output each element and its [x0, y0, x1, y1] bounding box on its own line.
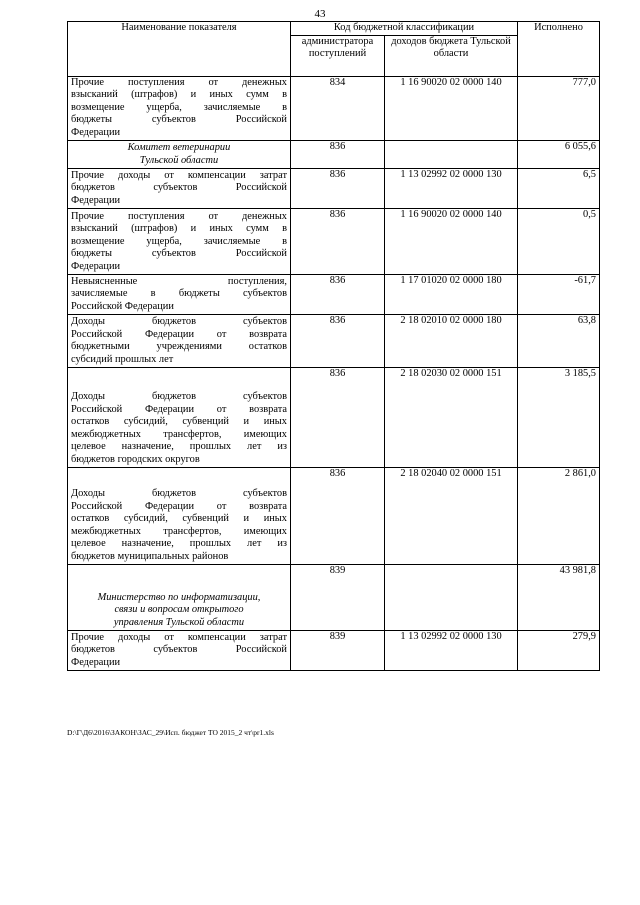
name-line: Федерации [71, 195, 121, 206]
budget-table [67, 21, 600, 671]
admin-code: 836 [291, 314, 385, 367]
amount-value: 43 981,8 [518, 564, 600, 630]
admin-code: 839 [291, 564, 385, 630]
table-header-row [68, 22, 600, 36]
indicator-name [68, 630, 291, 670]
admin-code: 836 [291, 467, 385, 564]
name-line: Тульской области [139, 155, 219, 166]
name-line: связи и вопросам открытого [114, 604, 244, 616]
indicator-name [68, 168, 291, 208]
page-number: 43 [314, 8, 326, 20]
name-line: зачисляемые в бюджеты субъектов [71, 288, 287, 300]
name-line: Прочие доходы от компенсации затрат [71, 169, 287, 181]
admin-code: 836 [291, 140, 385, 168]
admin-code: 834 [291, 76, 385, 140]
name-line: Доходы бюджетов субъектов [71, 391, 287, 403]
name-line: Невыясненные поступления, [71, 275, 287, 287]
name-line: Прочие поступления от денежных [71, 76, 287, 88]
name-line: бюджетными учреждениями остатков [71, 341, 287, 353]
admin-code: 836 [291, 208, 385, 274]
name-line: Министерство по информатизации, [97, 591, 261, 603]
amount-value: 6 055,6 [518, 140, 600, 168]
name-line: бюджетов городских округов [71, 454, 200, 465]
table-row [68, 208, 600, 274]
header-done: Исполнено [518, 22, 600, 77]
name-line: целевое назначение, прошлых лет из [71, 441, 287, 453]
indicator-name [68, 467, 291, 564]
amount-value: 0,5 [518, 208, 600, 274]
table-row [68, 630, 600, 670]
amount-value: 6,5 [518, 168, 600, 208]
indicator-name [68, 274, 291, 314]
income-code: 1 16 90020 02 0000 140 [385, 76, 518, 140]
name-line: Российской Федерации [71, 301, 174, 312]
file-path-footer: D:\Г\Д6\2016\ЗАКОН\ЗАС_29\Исп. бюджет ТО 2015_2 чт\pr1.xls [67, 728, 274, 737]
name-line: Российской Федерации от возврата [71, 403, 287, 415]
table-row [68, 274, 600, 314]
amount-value: 3 185,5 [518, 367, 600, 467]
name-line: Доходы бюджетов субъектов [71, 488, 287, 500]
amount-value: -61,7 [518, 274, 600, 314]
name-line: возмещение ущерба, зачисляемые в [71, 235, 287, 247]
name-line: Федерации [71, 127, 121, 138]
name-line: взысканий (штрафов) и иных сумм в [71, 223, 287, 235]
name-line: взысканий (штрафов) и иных сумм в [71, 89, 287, 101]
indicator-name [68, 314, 291, 367]
income-code: 1 17 01020 02 0000 180 [385, 274, 518, 314]
name-line: управления Тульской области [113, 617, 245, 628]
income-code: 1 13 02992 02 0000 130 [385, 168, 518, 208]
name-line: межбюджетных трансфертов, имеющих [71, 525, 287, 537]
name-line: межбюджетных трансфертов, имеющих [71, 428, 287, 440]
name-line: бюджетов субъектов Российской [71, 182, 287, 194]
table-row [68, 168, 600, 208]
indicator-name [68, 208, 291, 274]
name-line: бюджеты субъектов Российской [71, 114, 287, 126]
name-line: Российской Федерации от возврата [71, 500, 287, 512]
income-code: 2 18 02030 02 0000 151 [385, 367, 518, 467]
name-line: возмещение ущерба, зачисляемые в [71, 101, 287, 113]
indicator-name [68, 76, 291, 140]
name-line: бюджеты субъектов Российской [71, 248, 287, 260]
amount-value: 279,9 [518, 630, 600, 670]
admin-code: 836 [291, 168, 385, 208]
income-code [385, 140, 518, 168]
table-row [68, 467, 600, 564]
table-row [68, 314, 600, 367]
admin-code: 839 [291, 630, 385, 670]
name-line: остатков субсидий, субвенций и иных [71, 513, 287, 525]
name-line: Доходы бюджетов субъектов [71, 316, 287, 328]
name-line: бюджетов муниципальных районов [71, 551, 229, 562]
amount-value: 63,8 [518, 314, 600, 367]
name-line: Прочие поступления от денежных [71, 210, 287, 222]
indicator-name [68, 367, 291, 467]
income-code [385, 564, 518, 630]
organization-name [68, 564, 291, 630]
organization-name [68, 140, 291, 168]
table-row [68, 367, 600, 467]
table-row [68, 564, 600, 630]
name-line: Федерации [71, 657, 121, 668]
name-line: Российской Федерации от возврата [71, 328, 287, 340]
admin-code: 836 [291, 274, 385, 314]
name-line: целевое назначение, прошлых лет из [71, 538, 287, 550]
amount-value: 777,0 [518, 76, 600, 140]
name-line: бюджетов субъектов Российской [71, 644, 287, 656]
header-income: доходов бюджета Тульской области [385, 35, 518, 76]
income-code: 2 18 02010 02 0000 180 [385, 314, 518, 367]
header-admin: администратора поступлений [291, 35, 385, 76]
header-code: Код бюджетной классификации [291, 22, 518, 36]
income-code: 1 16 90020 02 0000 140 [385, 208, 518, 274]
name-line: Прочие доходы от компенсации затрат [71, 631, 287, 643]
amount-value: 2 861,0 [518, 467, 600, 564]
name-line: остатков субсидий, субвенций и иных [71, 416, 287, 428]
income-code: 2 18 02040 02 0000 151 [385, 467, 518, 564]
header-name: Наименование показателя [68, 22, 291, 77]
table-row [68, 76, 600, 140]
income-code: 1 13 02992 02 0000 130 [385, 630, 518, 670]
name-line: Федерации [71, 261, 121, 272]
name-line: Комитет ветеринарии [127, 142, 231, 154]
name-line: субсидий прошлых лет [71, 354, 174, 365]
table-row [68, 140, 600, 168]
admin-code: 836 [291, 367, 385, 467]
